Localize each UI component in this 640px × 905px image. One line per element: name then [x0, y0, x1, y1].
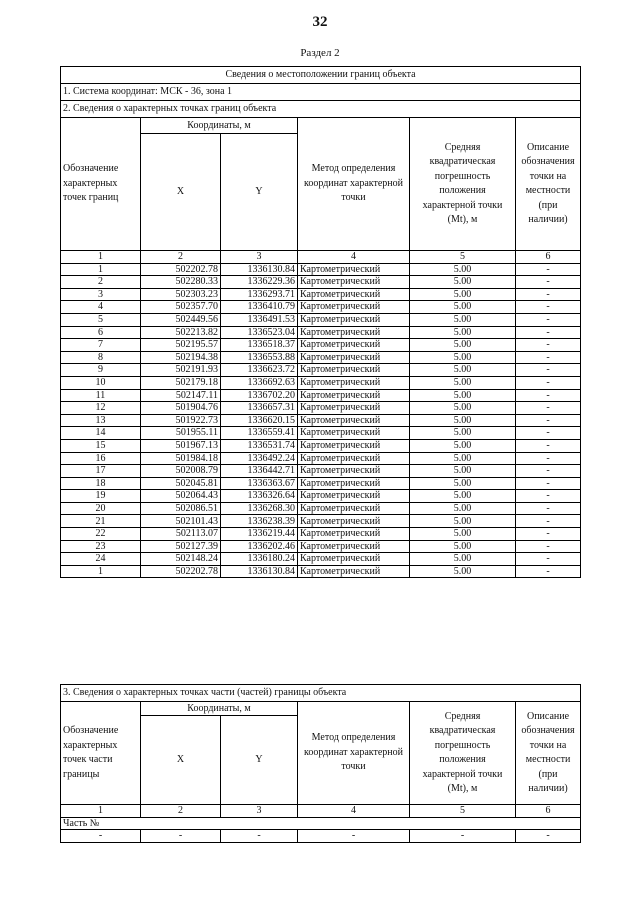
y-value: 1336623.72 — [221, 364, 298, 377]
description-value: - — [516, 276, 581, 289]
error-value: 5.00 — [410, 439, 516, 452]
error-value: 5.00 — [410, 326, 516, 339]
table-row — [61, 477, 581, 490]
boundary-points-table — [60, 66, 581, 578]
table-row — [61, 351, 581, 364]
y-value: 1336531.74 — [221, 439, 298, 452]
x-value: 502195.57 — [141, 339, 221, 352]
description-value: - — [516, 263, 581, 276]
method-value: Картометрический — [298, 263, 410, 276]
error-value: 5.00 — [410, 376, 516, 389]
x-value: 502008.79 — [141, 465, 221, 478]
column-number: 4 — [298, 251, 410, 264]
point-number: 12 — [61, 402, 141, 415]
header-y: Y — [221, 134, 298, 251]
y-value: 1336410.79 — [221, 301, 298, 314]
column-number: 6 — [516, 251, 581, 264]
part-cell: - — [410, 830, 516, 843]
description-value: - — [516, 364, 581, 377]
error-value: 5.00 — [410, 414, 516, 427]
description-value: - — [516, 439, 581, 452]
part-cell: - — [221, 830, 298, 843]
point-number: 22 — [61, 528, 141, 541]
part-cell: - — [298, 830, 410, 843]
table-row — [61, 540, 581, 553]
point-number: 1 — [61, 263, 141, 276]
point-number: 16 — [61, 452, 141, 465]
column-number: 5 — [410, 251, 516, 264]
x-value: 501955.11 — [141, 427, 221, 440]
header-description: Описание обозначения точки на местности (при наличии) — [516, 118, 581, 251]
description-value: - — [516, 351, 581, 364]
table-row — [61, 490, 581, 503]
point-number: 7 — [61, 339, 141, 352]
column-number: 3 — [221, 251, 298, 264]
column-number: 1 — [61, 251, 141, 264]
table-row — [61, 515, 581, 528]
part-column-number: 3 — [221, 805, 298, 818]
x-value: 502113.07 — [141, 528, 221, 541]
x-value: 501967.13 — [141, 439, 221, 452]
method-value: Картометрический — [298, 364, 410, 377]
part-column-number: 5 — [410, 805, 516, 818]
point-number: 6 — [61, 326, 141, 339]
x-value: 502357.70 — [141, 301, 221, 314]
table-row — [61, 389, 581, 402]
point-number: 24 — [61, 553, 141, 566]
part-points-table — [60, 684, 581, 843]
description-value: - — [516, 540, 581, 553]
description-value: - — [516, 339, 581, 352]
description-value: - — [516, 427, 581, 440]
method-value: Картометрический — [298, 326, 410, 339]
y-value: 1336219.44 — [221, 528, 298, 541]
description-value: - — [516, 528, 581, 541]
y-value: 1336702.20 — [221, 389, 298, 402]
column-number: 2 — [141, 251, 221, 264]
x-value: 502303.23 — [141, 288, 221, 301]
error-value: 5.00 — [410, 553, 516, 566]
header-error: Средняя квадратическая погрешность положения характерной точки (Mt), м — [410, 118, 516, 251]
point-number: 18 — [61, 477, 141, 490]
x-value: 501922.73 — [141, 414, 221, 427]
error-value: 5.00 — [410, 276, 516, 289]
description-value: - — [516, 326, 581, 339]
y-value: 1336363.67 — [221, 477, 298, 490]
part-header-error: Средняя квадратическая погрешность положения характерной точки (Mt), м — [410, 702, 516, 805]
part-column-number: 2 — [141, 805, 221, 818]
table-row — [61, 276, 581, 289]
x-value: 502191.93 — [141, 364, 221, 377]
part-heading: 3. Сведения о характерных точках части (частей) границы объекта — [61, 685, 581, 702]
y-value: 1336620.15 — [221, 414, 298, 427]
part-cell: - — [61, 830, 141, 843]
x-value: 502147.11 — [141, 389, 221, 402]
point-number: 14 — [61, 427, 141, 440]
table-row — [61, 376, 581, 389]
description-value: - — [516, 565, 581, 578]
point-number: 21 — [61, 515, 141, 528]
y-value: 1336491.53 — [221, 313, 298, 326]
y-value: 1336326.64 — [221, 490, 298, 503]
point-number: 9 — [61, 364, 141, 377]
error-value: 5.00 — [410, 389, 516, 402]
table-row — [61, 528, 581, 541]
x-value: 501904.76 — [141, 402, 221, 415]
method-value: Картометрический — [298, 276, 410, 289]
x-value: 502064.43 — [141, 490, 221, 503]
x-value: 502202.78 — [141, 263, 221, 276]
point-number: 20 — [61, 502, 141, 515]
point-number: 3 — [61, 288, 141, 301]
point-number: 4 — [61, 301, 141, 314]
table-row — [61, 364, 581, 377]
table-row — [61, 439, 581, 452]
x-value: 502449.56 — [141, 313, 221, 326]
y-value: 1336130.84 — [221, 263, 298, 276]
table-row — [61, 414, 581, 427]
method-value: Картометрический — [298, 414, 410, 427]
part-column-number: 4 — [298, 805, 410, 818]
x-value: 502213.82 — [141, 326, 221, 339]
error-value: 5.00 — [410, 452, 516, 465]
x-value: 502045.81 — [141, 477, 221, 490]
description-value: - — [516, 389, 581, 402]
y-value: 1336293.71 — [221, 288, 298, 301]
method-value: Картометрический — [298, 528, 410, 541]
method-value: Картометрический — [298, 515, 410, 528]
table-row — [61, 301, 581, 314]
page-number: 32 — [312, 14, 328, 30]
y-value: 1336442.71 — [221, 465, 298, 478]
y-value: 1336523.04 — [221, 326, 298, 339]
error-value: 5.00 — [410, 339, 516, 352]
table-row — [61, 339, 581, 352]
y-value: 1336559.41 — [221, 427, 298, 440]
header-x: X — [141, 134, 221, 251]
x-value: 501984.18 — [141, 452, 221, 465]
x-value: 502148.24 — [141, 553, 221, 566]
y-value: 1336692.63 — [221, 376, 298, 389]
x-value: 502280.33 — [141, 276, 221, 289]
method-value: Картометрический — [298, 490, 410, 503]
table-row — [61, 502, 581, 515]
method-value: Картометрический — [298, 389, 410, 402]
part-header-coordinates: Координаты, м — [141, 702, 298, 716]
y-value: 1336238.39 — [221, 515, 298, 528]
part-header-y: Y — [221, 716, 298, 805]
table-row — [61, 553, 581, 566]
point-number: 17 — [61, 465, 141, 478]
point-number: 11 — [61, 389, 141, 402]
error-value: 5.00 — [410, 313, 516, 326]
method-value: Картометрический — [298, 502, 410, 515]
point-number: 15 — [61, 439, 141, 452]
table-row — [61, 326, 581, 339]
point-number: 2 — [61, 276, 141, 289]
method-value: Картометрический — [298, 439, 410, 452]
method-value: Картометрический — [298, 376, 410, 389]
method-value: Картометрический — [298, 313, 410, 326]
error-value: 5.00 — [410, 565, 516, 578]
section-label: Раздел 2 — [300, 47, 340, 59]
method-value: Картометрический — [298, 452, 410, 465]
y-value: 1336492.24 — [221, 452, 298, 465]
description-value: - — [516, 502, 581, 515]
points-heading: 2. Сведения о характерных точках границ объекта — [61, 101, 581, 118]
error-value: 5.00 — [410, 515, 516, 528]
error-value: 5.00 — [410, 477, 516, 490]
error-value: 5.00 — [410, 427, 516, 440]
description-value: - — [516, 553, 581, 566]
header-coordinates: Координаты, м — [141, 118, 298, 134]
x-value: 502127.39 — [141, 540, 221, 553]
point-number: 23 — [61, 540, 141, 553]
y-value: 1336229.36 — [221, 276, 298, 289]
error-value: 5.00 — [410, 301, 516, 314]
table-row — [61, 313, 581, 326]
point-number: 19 — [61, 490, 141, 503]
description-value: - — [516, 402, 581, 415]
description-value: - — [516, 490, 581, 503]
part-header-x: X — [141, 716, 221, 805]
point-number: 10 — [61, 376, 141, 389]
table-row — [61, 402, 581, 415]
x-value: 502194.38 — [141, 351, 221, 364]
x-value: 502101.43 — [141, 515, 221, 528]
description-value: - — [516, 288, 581, 301]
table-row — [61, 465, 581, 478]
method-value: Картометрический — [298, 427, 410, 440]
method-value: Картометрический — [298, 339, 410, 352]
point-number: 13 — [61, 414, 141, 427]
part-cell: - — [516, 830, 581, 843]
error-value: 5.00 — [410, 288, 516, 301]
method-value: Картометрический — [298, 351, 410, 364]
part-column-number: 6 — [516, 805, 581, 818]
error-value: 5.00 — [410, 540, 516, 553]
part-column-number: 1 — [61, 805, 141, 818]
error-value: 5.00 — [410, 465, 516, 478]
y-value: 1336553.88 — [221, 351, 298, 364]
point-number: 1 — [61, 565, 141, 578]
description-value: - — [516, 477, 581, 490]
table-row — [61, 427, 581, 440]
method-value: Картометрический — [298, 301, 410, 314]
point-number: 5 — [61, 313, 141, 326]
description-value: - — [516, 301, 581, 314]
error-value: 5.00 — [410, 263, 516, 276]
y-value: 1336202.46 — [221, 540, 298, 553]
x-value: 502202.78 — [141, 565, 221, 578]
part-cell: - — [141, 830, 221, 843]
y-value: 1336268.30 — [221, 502, 298, 515]
table-row — [61, 263, 581, 276]
column-numbers-row — [61, 251, 581, 264]
method-value: Картометрический — [298, 565, 410, 578]
x-value: 502179.18 — [141, 376, 221, 389]
method-value: Картометрический — [298, 402, 410, 415]
description-value: - — [516, 414, 581, 427]
part-header-description: Описание обозначения точки на местности (при наличии) — [516, 702, 581, 805]
method-value: Картометрический — [298, 477, 410, 490]
part-label: Часть № — [61, 817, 581, 830]
description-value: - — [516, 376, 581, 389]
part-header-method: Метод определения координат характерной точки — [298, 702, 410, 805]
table-row — [61, 288, 581, 301]
y-value: 1336518.37 — [221, 339, 298, 352]
header-designation: Обозначение характерных точек границ — [61, 118, 141, 251]
error-value: 5.00 — [410, 351, 516, 364]
error-value: 5.00 — [410, 528, 516, 541]
header-method: Метод определения координат характерной точки — [298, 118, 410, 251]
table-row — [61, 565, 581, 578]
error-value: 5.00 — [410, 502, 516, 515]
description-value: - — [516, 452, 581, 465]
method-value: Картометрический — [298, 465, 410, 478]
description-value: - — [516, 313, 581, 326]
error-value: 5.00 — [410, 490, 516, 503]
method-value: Картометрический — [298, 288, 410, 301]
y-value: 1336130.84 — [221, 565, 298, 578]
table-title: Сведения о местоположении границ объекта — [61, 67, 581, 84]
part-header-designation: Обозначение характерных точек части границы — [61, 702, 141, 805]
table-row — [61, 452, 581, 465]
y-value: 1336180.24 — [221, 553, 298, 566]
method-value: Картометрический — [298, 553, 410, 566]
error-value: 5.00 — [410, 402, 516, 415]
method-value: Картометрический — [298, 540, 410, 553]
x-value: 502086.51 — [141, 502, 221, 515]
y-value: 1336657.31 — [221, 402, 298, 415]
coordinate-system: 1. Система координат: МСК - 36, зона 1 — [61, 84, 581, 101]
error-value: 5.00 — [410, 364, 516, 377]
description-value: - — [516, 465, 581, 478]
point-number: 8 — [61, 351, 141, 364]
description-value: - — [516, 515, 581, 528]
